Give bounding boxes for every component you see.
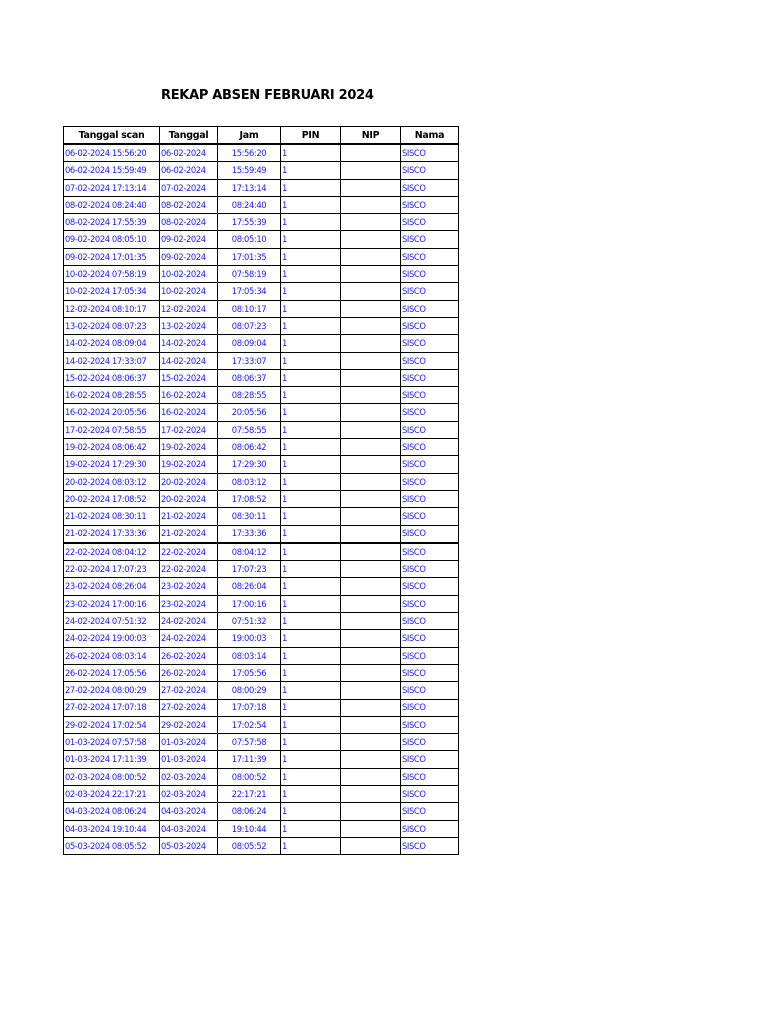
- table-row: [64, 699, 459, 716]
- cell-nip: [341, 630, 401, 647]
- cell-pin: 1: [281, 196, 341, 213]
- cell-tanggal: 10-02-2024: [160, 283, 218, 300]
- cell-tanggal-scan: 17-02-2024 07:58:55: [64, 421, 160, 438]
- cell-jam: 08:03:14: [218, 647, 281, 664]
- cell-tanggal: 17-02-2024: [160, 421, 218, 438]
- cell-nip: [341, 699, 401, 716]
- cell-pin: 1: [281, 785, 341, 802]
- cell-jam: 17:55:39: [218, 214, 281, 231]
- table-row: [64, 490, 459, 507]
- cell-tanggal-scan: 05-03-2024 08:05:52: [64, 837, 160, 854]
- cell-jam: 07:58:19: [218, 266, 281, 283]
- cell-tanggal: 19-02-2024: [160, 439, 218, 456]
- cell-tanggal-scan: 08-02-2024 17:55:39: [64, 214, 160, 231]
- cell-nip: [341, 508, 401, 525]
- column-header-nip: NIP: [341, 127, 401, 145]
- cell-nama: SISCO: [401, 716, 459, 733]
- cell-tanggal: 12-02-2024: [160, 300, 218, 317]
- cell-pin: 1: [281, 837, 341, 854]
- cell-tanggal: 20-02-2024: [160, 490, 218, 507]
- cell-nama: SISCO: [401, 456, 459, 473]
- cell-tanggal: 22-02-2024: [160, 561, 218, 578]
- cell-tanggal-scan: 26-02-2024 17:05:56: [64, 664, 160, 681]
- cell-jam: 07:51:32: [218, 613, 281, 630]
- cell-pin: 1: [281, 248, 341, 265]
- cell-nip: [341, 578, 401, 595]
- cell-nama: SISCO: [401, 317, 459, 334]
- cell-pin: 1: [281, 214, 341, 231]
- table-row: [64, 179, 459, 196]
- cell-nama: SISCO: [401, 768, 459, 785]
- column-header-jam: Jam: [218, 127, 281, 145]
- cell-pin: 1: [281, 664, 341, 681]
- cell-tanggal-scan: 14-02-2024 08:09:04: [64, 335, 160, 352]
- table-row: [64, 300, 459, 317]
- cell-nama: SISCO: [401, 283, 459, 300]
- table-row: [64, 716, 459, 733]
- column-header-pin: PIN: [281, 127, 341, 145]
- table-row: [64, 578, 459, 595]
- table-row: [64, 595, 459, 612]
- cell-tanggal: 15-02-2024: [160, 369, 218, 386]
- cell-nip: [341, 214, 401, 231]
- cell-tanggal: 24-02-2024: [160, 630, 218, 647]
- cell-tanggal-scan: 23-02-2024 08:26:04: [64, 578, 160, 595]
- cell-tanggal: 07-02-2024: [160, 179, 218, 196]
- table-row: [64, 439, 459, 456]
- cell-jam: 08:26:04: [218, 578, 281, 595]
- cell-tanggal-scan: 09-02-2024 17:01:35: [64, 248, 160, 265]
- cell-pin: 1: [281, 231, 341, 248]
- table-row: [64, 664, 459, 681]
- cell-pin: 1: [281, 716, 341, 733]
- cell-pin: 1: [281, 144, 341, 162]
- cell-nama: SISCO: [401, 508, 459, 525]
- cell-tanggal: 08-02-2024: [160, 214, 218, 231]
- table-row: [64, 525, 459, 543]
- cell-jam: 17:05:34: [218, 283, 281, 300]
- cell-tanggal-scan: 01-03-2024 07:57:58: [64, 734, 160, 751]
- cell-nip: [341, 300, 401, 317]
- cell-nip: [341, 734, 401, 751]
- cell-tanggal-scan: 15-02-2024 08:06:37: [64, 369, 160, 386]
- table-row: [64, 231, 459, 248]
- cell-tanggal-scan: 21-02-2024 17:33:36: [64, 525, 160, 543]
- cell-tanggal: 26-02-2024: [160, 647, 218, 664]
- cell-tanggal: 20-02-2024: [160, 473, 218, 490]
- table-row: [64, 785, 459, 802]
- cell-tanggal-scan: 22-02-2024 17:07:23: [64, 561, 160, 578]
- cell-jam: 08:00:29: [218, 682, 281, 699]
- cell-pin: 1: [281, 266, 341, 283]
- cell-nip: [341, 248, 401, 265]
- table-row: [64, 196, 459, 213]
- cell-pin: 1: [281, 317, 341, 334]
- cell-nip: [341, 613, 401, 630]
- cell-jam: 08:07:23: [218, 317, 281, 334]
- cell-nama: SISCO: [401, 820, 459, 837]
- cell-tanggal: 23-02-2024: [160, 595, 218, 612]
- table-row: [64, 768, 459, 785]
- cell-jam: 19:10:44: [218, 820, 281, 837]
- cell-tanggal: 09-02-2024: [160, 248, 218, 265]
- cell-nama: SISCO: [401, 803, 459, 820]
- cell-nama: SISCO: [401, 837, 459, 854]
- cell-tanggal: 21-02-2024: [160, 508, 218, 525]
- cell-nama: SISCO: [401, 682, 459, 699]
- cell-tanggal-scan: 26-02-2024 08:03:14: [64, 647, 160, 664]
- table-row: [64, 214, 459, 231]
- attendance-table: [63, 126, 459, 855]
- column-header-tanggal: Tanggal: [160, 127, 218, 145]
- cell-jam: 08:30:11: [218, 508, 281, 525]
- cell-tanggal: 09-02-2024: [160, 231, 218, 248]
- cell-nama: SISCO: [401, 179, 459, 196]
- cell-tanggal-scan: 13-02-2024 08:07:23: [64, 317, 160, 334]
- cell-nama: SISCO: [401, 785, 459, 802]
- cell-nip: [341, 352, 401, 369]
- cell-nama: SISCO: [401, 578, 459, 595]
- cell-tanggal-scan: 20-02-2024 17:08:52: [64, 490, 160, 507]
- cell-pin: 1: [281, 162, 341, 179]
- cell-pin: 1: [281, 369, 341, 386]
- cell-tanggal-scan: 27-02-2024 17:07:18: [64, 699, 160, 716]
- cell-pin: 1: [281, 283, 341, 300]
- table-row: [64, 803, 459, 820]
- cell-tanggal: 22-02-2024: [160, 543, 218, 561]
- cell-nip: [341, 196, 401, 213]
- cell-nip: [341, 369, 401, 386]
- cell-pin: 1: [281, 421, 341, 438]
- cell-tanggal: 21-02-2024: [160, 525, 218, 543]
- cell-nama: SISCO: [401, 630, 459, 647]
- cell-jam: 19:00:03: [218, 630, 281, 647]
- cell-pin: 1: [281, 578, 341, 595]
- cell-jam: 08:24:40: [218, 196, 281, 213]
- cell-nama: SISCO: [401, 613, 459, 630]
- cell-tanggal: 02-03-2024: [160, 785, 218, 802]
- cell-jam: 17:07:18: [218, 699, 281, 716]
- page-title: REKAP ABSEN FEBRUARI 2024: [161, 88, 374, 103]
- cell-nama: SISCO: [401, 473, 459, 490]
- cell-tanggal-scan: 02-03-2024 08:00:52: [64, 768, 160, 785]
- column-header-tanggal-scan: Tanggal scan: [64, 127, 160, 145]
- cell-jam: 08:06:42: [218, 439, 281, 456]
- cell-nip: [341, 490, 401, 507]
- table-row: [64, 561, 459, 578]
- cell-nip: [341, 456, 401, 473]
- cell-tanggal: 01-03-2024: [160, 734, 218, 751]
- table-row: [64, 248, 459, 265]
- cell-nama: SISCO: [401, 525, 459, 543]
- cell-pin: 1: [281, 456, 341, 473]
- cell-nama: SISCO: [401, 196, 459, 213]
- cell-nama: SISCO: [401, 266, 459, 283]
- table-row: [64, 162, 459, 179]
- cell-nama: SISCO: [401, 595, 459, 612]
- table-row: [64, 144, 459, 162]
- cell-nip: [341, 404, 401, 421]
- cell-tanggal: 02-03-2024: [160, 768, 218, 785]
- cell-nip: [341, 231, 401, 248]
- cell-jam: 17:02:54: [218, 716, 281, 733]
- cell-nip: [341, 179, 401, 196]
- cell-pin: 1: [281, 439, 341, 456]
- cell-nama: SISCO: [401, 387, 459, 404]
- cell-tanggal-scan: 10-02-2024 17:05:34: [64, 283, 160, 300]
- cell-nama: SISCO: [401, 561, 459, 578]
- cell-tanggal-scan: 24-02-2024 07:51:32: [64, 613, 160, 630]
- cell-tanggal: 19-02-2024: [160, 456, 218, 473]
- cell-nama: SISCO: [401, 352, 459, 369]
- cell-jam: 08:05:10: [218, 231, 281, 248]
- cell-pin: 1: [281, 335, 341, 352]
- cell-nama: SISCO: [401, 421, 459, 438]
- cell-tanggal-scan: 04-03-2024 19:10:44: [64, 820, 160, 837]
- cell-pin: 1: [281, 734, 341, 751]
- cell-jam: 07:57:58: [218, 734, 281, 751]
- cell-jam: 15:56:20: [218, 144, 281, 162]
- table-row: [64, 543, 459, 561]
- cell-jam: 20:05:56: [218, 404, 281, 421]
- cell-nip: [341, 751, 401, 768]
- cell-jam: 08:28:55: [218, 387, 281, 404]
- cell-nip: [341, 820, 401, 837]
- cell-jam: 08:06:24: [218, 803, 281, 820]
- cell-pin: 1: [281, 525, 341, 543]
- cell-nip: [341, 785, 401, 802]
- cell-tanggal-scan: 01-03-2024 17:11:39: [64, 751, 160, 768]
- cell-tanggal: 29-02-2024: [160, 716, 218, 733]
- table-row: [64, 317, 459, 334]
- cell-tanggal: 05-03-2024: [160, 837, 218, 854]
- cell-nip: [341, 439, 401, 456]
- cell-tanggal-scan: 23-02-2024 17:00:16: [64, 595, 160, 612]
- cell-tanggal: 27-02-2024: [160, 682, 218, 699]
- cell-pin: 1: [281, 682, 341, 699]
- cell-tanggal-scan: 24-02-2024 19:00:03: [64, 630, 160, 647]
- cell-tanggal-scan: 08-02-2024 08:24:40: [64, 196, 160, 213]
- cell-tanggal-scan: 16-02-2024 20:05:56: [64, 404, 160, 421]
- cell-jam: 17:29:30: [218, 456, 281, 473]
- table-row: [64, 630, 459, 647]
- cell-tanggal: 08-02-2024: [160, 196, 218, 213]
- table-row: [64, 682, 459, 699]
- cell-jam: 08:04:12: [218, 543, 281, 561]
- table-row: [64, 473, 459, 490]
- cell-pin: 1: [281, 768, 341, 785]
- cell-nip: [341, 595, 401, 612]
- cell-tanggal: 26-02-2024: [160, 664, 218, 681]
- cell-nama: SISCO: [401, 543, 459, 561]
- cell-pin: 1: [281, 751, 341, 768]
- cell-nama: SISCO: [401, 664, 459, 681]
- cell-nip: [341, 716, 401, 733]
- cell-nip: [341, 335, 401, 352]
- cell-pin: 1: [281, 352, 341, 369]
- cell-nip: [341, 387, 401, 404]
- cell-pin: 1: [281, 300, 341, 317]
- cell-pin: 1: [281, 404, 341, 421]
- table-row: [64, 647, 459, 664]
- cell-nip: [341, 647, 401, 664]
- cell-tanggal-scan: 21-02-2024 08:30:11: [64, 508, 160, 525]
- cell-nama: SISCO: [401, 751, 459, 768]
- cell-jam: 08:00:52: [218, 768, 281, 785]
- cell-nama: SISCO: [401, 214, 459, 231]
- cell-tanggal-scan: 10-02-2024 07:58:19: [64, 266, 160, 283]
- cell-jam: 15:59:49: [218, 162, 281, 179]
- table-row: [64, 387, 459, 404]
- table-row: [64, 421, 459, 438]
- cell-nama: SISCO: [401, 248, 459, 265]
- table-body: [64, 144, 459, 855]
- cell-pin: 1: [281, 473, 341, 490]
- cell-pin: 1: [281, 630, 341, 647]
- cell-nama: SISCO: [401, 699, 459, 716]
- cell-tanggal: 24-02-2024: [160, 613, 218, 630]
- cell-tanggal: 16-02-2024: [160, 404, 218, 421]
- cell-tanggal-scan: 06-02-2024 15:59:49: [64, 162, 160, 179]
- cell-nama: SISCO: [401, 647, 459, 664]
- cell-tanggal: 14-02-2024: [160, 352, 218, 369]
- cell-nip: [341, 421, 401, 438]
- table-row: [64, 613, 459, 630]
- cell-nama: SISCO: [401, 439, 459, 456]
- cell-jam: 17:05:56: [218, 664, 281, 681]
- cell-jam: 08:05:52: [218, 837, 281, 854]
- table-row: [64, 508, 459, 525]
- cell-nip: [341, 317, 401, 334]
- cell-nama: SISCO: [401, 162, 459, 179]
- cell-pin: 1: [281, 490, 341, 507]
- cell-pin: 1: [281, 508, 341, 525]
- cell-nama: SISCO: [401, 144, 459, 162]
- cell-nip: [341, 525, 401, 543]
- cell-nip: [341, 473, 401, 490]
- cell-jam: 08:06:37: [218, 369, 281, 386]
- cell-jam: 17:33:36: [218, 525, 281, 543]
- table-row: [64, 751, 459, 768]
- cell-tanggal: 06-02-2024: [160, 162, 218, 179]
- cell-tanggal-scan: 16-02-2024 08:28:55: [64, 387, 160, 404]
- cell-pin: 1: [281, 803, 341, 820]
- cell-pin: 1: [281, 820, 341, 837]
- cell-tanggal: 04-03-2024: [160, 803, 218, 820]
- cell-jam: 08:10:17: [218, 300, 281, 317]
- cell-pin: 1: [281, 561, 341, 578]
- cell-tanggal-scan: 19-02-2024 08:06:42: [64, 439, 160, 456]
- cell-tanggal-scan: 22-02-2024 08:04:12: [64, 543, 160, 561]
- cell-nama: SISCO: [401, 335, 459, 352]
- table-row: [64, 283, 459, 300]
- cell-tanggal-scan: 07-02-2024 17:13:14: [64, 179, 160, 196]
- cell-jam: 07:58:55: [218, 421, 281, 438]
- cell-jam: 17:07:23: [218, 561, 281, 578]
- cell-nama: SISCO: [401, 231, 459, 248]
- cell-tanggal-scan: 06-02-2024 15:56:20: [64, 144, 160, 162]
- cell-nip: [341, 837, 401, 854]
- table-row: [64, 837, 459, 854]
- cell-nip: [341, 162, 401, 179]
- cell-nama: SISCO: [401, 490, 459, 507]
- cell-jam: 08:03:12: [218, 473, 281, 490]
- cell-nip: [341, 664, 401, 681]
- cell-tanggal-scan: 02-03-2024 22:17:21: [64, 785, 160, 802]
- table-row: [64, 456, 459, 473]
- column-header-nama: Nama: [401, 127, 459, 145]
- cell-tanggal: 14-02-2024: [160, 335, 218, 352]
- cell-pin: 1: [281, 699, 341, 716]
- cell-tanggal: 04-03-2024: [160, 820, 218, 837]
- cell-tanggal-scan: 20-02-2024 08:03:12: [64, 473, 160, 490]
- table-row: [64, 820, 459, 837]
- cell-jam: 17:33:07: [218, 352, 281, 369]
- cell-tanggal: 16-02-2024: [160, 387, 218, 404]
- cell-jam: 17:01:35: [218, 248, 281, 265]
- cell-tanggal: 13-02-2024: [160, 317, 218, 334]
- cell-tanggal-scan: 04-03-2024 08:06:24: [64, 803, 160, 820]
- cell-pin: 1: [281, 613, 341, 630]
- cell-nip: [341, 543, 401, 561]
- table-header-row: [64, 127, 459, 145]
- cell-jam: 08:09:04: [218, 335, 281, 352]
- cell-jam: 17:08:52: [218, 490, 281, 507]
- cell-nama: SISCO: [401, 404, 459, 421]
- table-row: [64, 369, 459, 386]
- cell-pin: 1: [281, 387, 341, 404]
- cell-tanggal-scan: 12-02-2024 08:10:17: [64, 300, 160, 317]
- cell-tanggal: 01-03-2024: [160, 751, 218, 768]
- cell-pin: 1: [281, 647, 341, 664]
- cell-nip: [341, 561, 401, 578]
- cell-jam: 17:00:16: [218, 595, 281, 612]
- table-row: [64, 404, 459, 421]
- cell-jam: 22:17:21: [218, 785, 281, 802]
- cell-tanggal: 23-02-2024: [160, 578, 218, 595]
- cell-nip: [341, 144, 401, 162]
- cell-tanggal-scan: 27-02-2024 08:00:29: [64, 682, 160, 699]
- cell-pin: 1: [281, 543, 341, 561]
- cell-nip: [341, 803, 401, 820]
- cell-tanggal: 10-02-2024: [160, 266, 218, 283]
- cell-jam: 17:13:14: [218, 179, 281, 196]
- cell-tanggal-scan: 19-02-2024 17:29:30: [64, 456, 160, 473]
- table-row: [64, 266, 459, 283]
- table-row: [64, 352, 459, 369]
- cell-tanggal: 27-02-2024: [160, 699, 218, 716]
- cell-pin: 1: [281, 595, 341, 612]
- cell-nip: [341, 266, 401, 283]
- cell-nip: [341, 283, 401, 300]
- cell-tanggal: 06-02-2024: [160, 144, 218, 162]
- cell-tanggal-scan: 29-02-2024 17:02:54: [64, 716, 160, 733]
- cell-nama: SISCO: [401, 734, 459, 751]
- cell-nip: [341, 768, 401, 785]
- table-row: [64, 335, 459, 352]
- cell-tanggal-scan: 14-02-2024 17:33:07: [64, 352, 160, 369]
- cell-tanggal-scan: 09-02-2024 08:05:10: [64, 231, 160, 248]
- table-row: [64, 734, 459, 751]
- cell-pin: 1: [281, 179, 341, 196]
- cell-nip: [341, 682, 401, 699]
- cell-jam: 17:11:39: [218, 751, 281, 768]
- cell-nama: SISCO: [401, 369, 459, 386]
- cell-nama: SISCO: [401, 300, 459, 317]
